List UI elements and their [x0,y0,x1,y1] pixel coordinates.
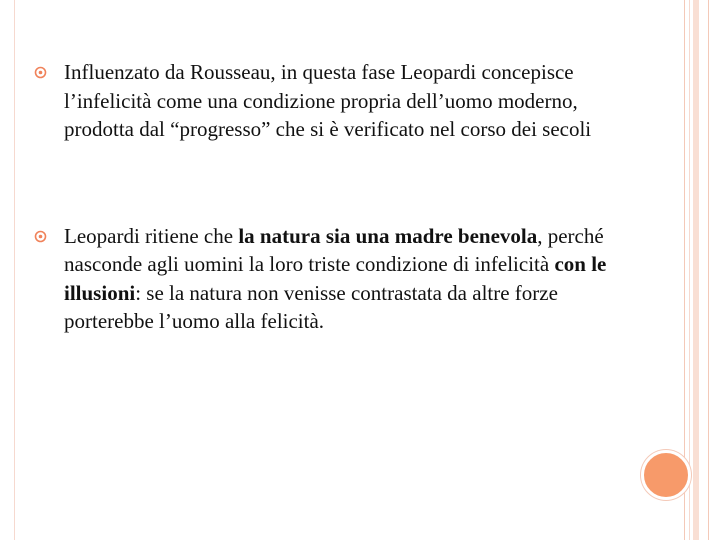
sun-bullet-icon [34,66,47,79]
bullet-text-part: Leopardi ritiene che [64,223,239,248]
bullet-text-part: , perché nasconde agli uomini la loro triste condizione di infelicità [64,223,604,276]
frame-line-2 [708,0,709,540]
bullet-text-part: : se la natura non venisse contrastata da altre forze porterebbe l’uomo alla felicità. [64,280,558,333]
bullet-item [34,222,634,336]
accent-circle [641,450,691,500]
bold-phrase: la natura sia una madre benevola [238,223,538,248]
bullet-item [34,58,634,144]
bold-phrase: con le illusioni [64,252,607,305]
frame-bar [693,0,699,540]
sun-bullet-icon [34,230,47,243]
bullet-text: Influenzato da Rousseau, in questa fase Leopardi concepisce l’infelicità come una condizione propria dell’uomo moderno, prodotta dal “progresso” che si è verificato nel corso dei secoli [64,60,592,141]
bullet-list [34,58,634,336]
